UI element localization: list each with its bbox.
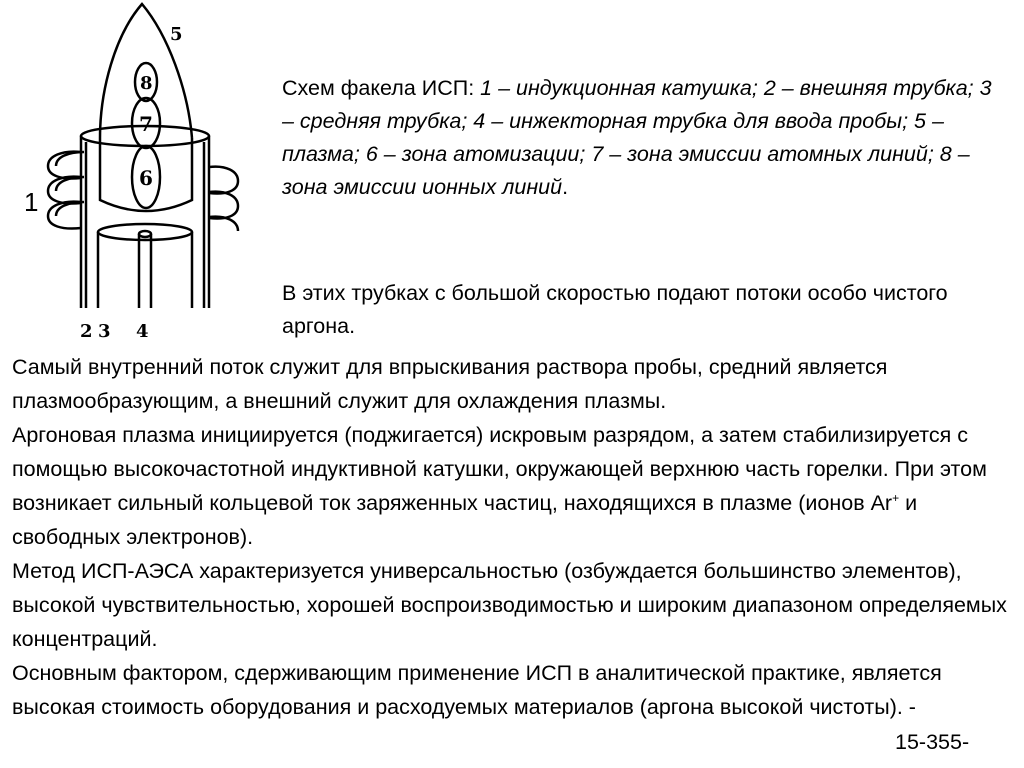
icp-torch-diagram: [0, 0, 260, 345]
injector-tube-rim: [139, 231, 151, 237]
caption-lead: Схем факела ИСП:: [282, 76, 481, 100]
caption-end: .: [562, 175, 569, 199]
label-1: 1: [24, 187, 39, 217]
paragraph-method: Метод ИСП-АЭСА характеризуется универсальностью (озбуждается большинство элементов), высокой чувствительностью, хорошей воспроизводимостью и широким диапазоном определяемых концентраций.: [12, 559, 1007, 651]
paragraph-flows: Самый внутренний поток служит для впрыскивания раствора пробы, средний является плазмообразующим, а внешний служит для охлаждения плазмы.: [12, 355, 888, 413]
label-5: 5: [170, 24, 183, 45]
body-text: [12, 350, 1017, 724]
label-6: 6: [139, 166, 153, 190]
label-7: 7: [139, 112, 153, 136]
caption-legend: 1 – индукционная катушка; 2 – внешняя трубка; 3 – средняя трубка; 4 – инжекторная трубка для ввода пробы; 5 – плазма; 6 – зона атомизации; 7 – зона эмиссии атомных линий; 8 – зона эмиссии ионных линий: [282, 76, 992, 199]
page-number: 15-355-: [895, 730, 970, 754]
ion-charge: +: [892, 490, 900, 505]
label-3: 3: [98, 321, 111, 342]
label-2: 2: [80, 321, 93, 342]
paragraph-ignition-tail: и свободных электронов).: [12, 491, 918, 549]
paragraph-ignition-text: Аргоновая плазма инициируется (поджигается) искровым разрядом, а затем стабилизируется с помощью высокочастотной индуктивной катушки, окружающей верхнюю часть горелки. При этом возникает сильный кольцевой ток заряженных частиц, находящихся в плазме (ионов Ar: [12, 423, 987, 515]
diagram-caption: [282, 72, 1002, 204]
label-8: 8: [140, 73, 153, 94]
paragraph-ignition: [12, 418, 1017, 554]
paragraph-limitation: Основным фактором, сдерживающим применение ИСП в аналитической практике, является высокая стоимость оборудования и расходуемых материалов (аргона высокой чистоты). -: [12, 661, 942, 719]
label-4: 4: [136, 321, 149, 342]
argon-note: В этих трубках с большой скоростью подают потоки особо чистого аргона.: [282, 281, 948, 338]
